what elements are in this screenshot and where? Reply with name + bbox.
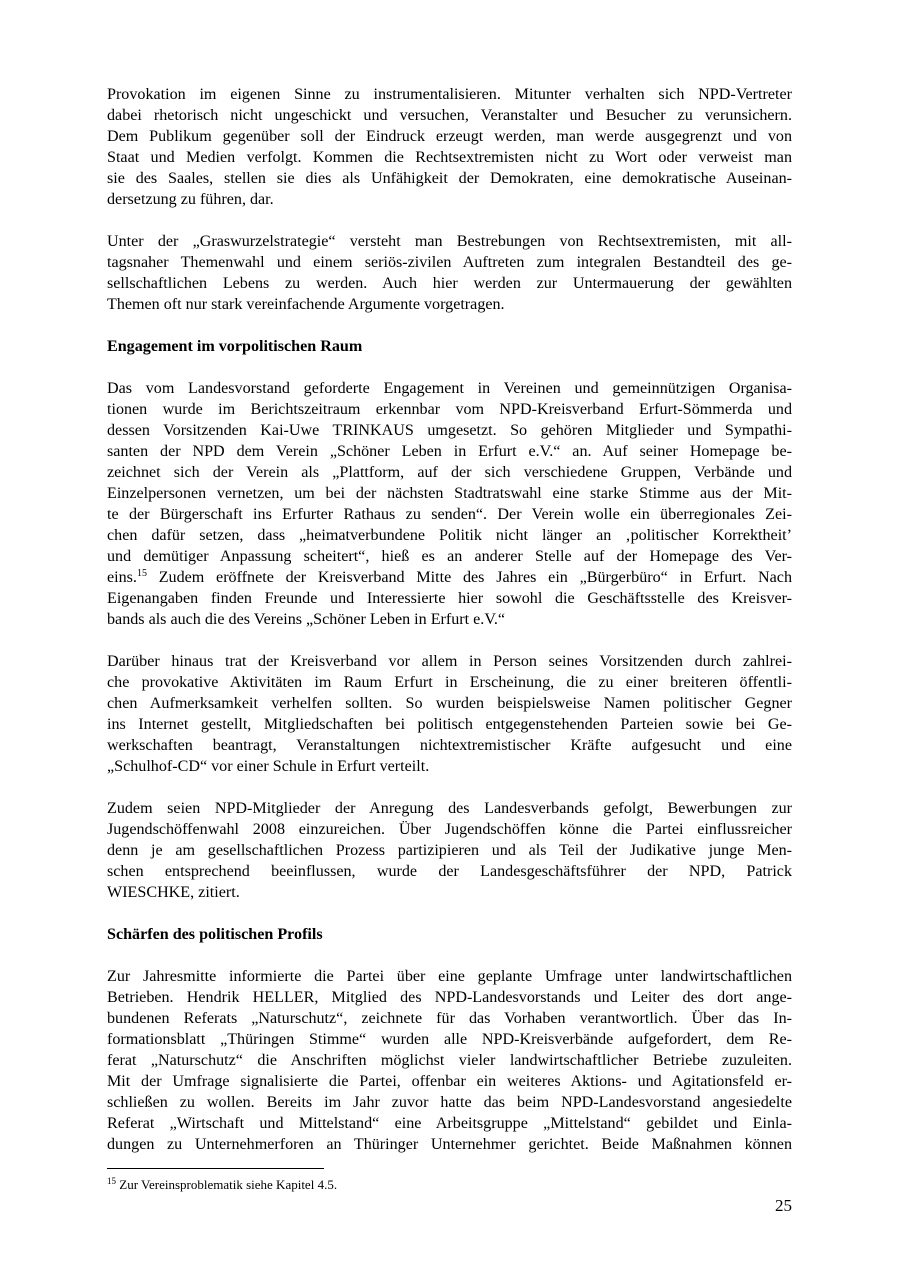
text-line: schen entsprechend beeinflussen, wurde der Landesgeschäftsführer der NPD, Patrick	[107, 863, 792, 880]
text-line: Jugendschöffenwahl 2008 einzureichen. Über Jugendschöffen könne die Partei einflussreicher	[107, 821, 792, 838]
section-heading-profil: Schärfen des politischen Profils	[107, 926, 323, 943]
text-line: Referat „Wirtschaft und Mittelstand“ eine Arbeitsgruppe „Mittelstand“ gebildet und Einla-	[107, 1115, 792, 1132]
footnote-number: 15	[107, 1176, 116, 1186]
paragraph-jugendschoeffen	[107, 798, 792, 903]
text-line: santen der NPD dem Verein „Schöner Leben in Erfurt e.V.“ an. Auf seiner Homepage be-	[107, 443, 792, 460]
text-line: Themen oft nur stark vereinfachende Argumente vorgetragen.	[107, 296, 505, 313]
document-page	[107, 84, 792, 1176]
page-number: 25	[775, 1196, 792, 1215]
text-line: dessen Vorsitzenden Kai-Uwe TRINKAUS umgesetzt. So gehören Mitglieder und Sympathi-	[107, 422, 792, 439]
text-line: ins Internet gestellt, Mitgliedschaften bei politisch entgegenstehenden Parteien sowie bei Ge-	[107, 716, 792, 733]
text-line: Staat und Medien verfolgt. Kommen die Rechtsextremisten nicht zu Wort oder verweist man	[107, 149, 792, 166]
text-line: Zudem seien NPD-Mitglieder der Anregung des Landesverbands gefolgt, Bewerbungen zur	[107, 800, 792, 817]
text-line: tionen wurde im Berichtszeitraum erkennbar vom NPD-Kreisverband Erfurt-Sömmerda und	[107, 401, 792, 418]
text-line: dabei rhetorisch nicht ungeschickt und versuchen, Veranstalter und Besucher zu verunsichern.	[107, 107, 792, 124]
text-line: te der Bürgerschaft ins Erfurter Rathaus zu senden“. Der Verein wolle ein überregionales Zei-	[107, 506, 792, 523]
text-line: Einzelpersonen vernetzen, um bei der nächsten Stadtratswahl eine starke Stimme aus der Mit-	[107, 485, 792, 502]
text-line: Betrieben. Hendrik HELLER, Mitglied des NPD-Landesvorstands und Leiter des dort ange-	[107, 989, 792, 1006]
text-line: Das vom Landesvorstand geforderte Engagement in Vereinen und gemeinnützigen Organisa-	[107, 380, 792, 397]
section-heading-engagement: Engagement im vorpolitischen Raum	[107, 338, 363, 355]
paragraph-provokation	[107, 84, 792, 210]
text-line: tagsnaher Themenwahl und einem seriös-zivilen Auftreten zum integralen Bestandteil des ge-	[107, 254, 792, 271]
text-line: bundenen Referats „Naturschutz“, zeichnete für das Vorhaben verantwortlich. Über das In-	[107, 1010, 792, 1027]
text-line: bands als auch die des Vereins „Schöner Leben in Erfurt e.V.“	[107, 611, 506, 628]
text-line: WIESCHKE, zitiert.	[107, 884, 240, 901]
text-line: che provokative Aktivitäten im Raum Erfurt in Erscheinung, die zu einer breiteren öffentli-	[107, 674, 792, 691]
footnote	[107, 1176, 337, 1194]
text-line: Unter der „Graswurzelstrategie“ versteht man Bestrebungen von Rechtsextremisten, mit all-	[107, 233, 792, 250]
text-line: denn je am gesellschaftlichen Prozess partizipieren und als Teil der Judikative junge Men-	[107, 842, 792, 859]
text-line: Darüber hinaus trat der Kreisverband vor allem in Person seines Vorsitzenden durch zahlrei-	[107, 653, 792, 670]
text-line: formationsblatt „Thüringen Stimme“ wurden alle NPD-Kreisverbände aufgefordert, dem Re-	[107, 1031, 792, 1048]
paragraph-engagement	[107, 378, 792, 630]
text-line: dungen zu Unternehmerforen an Thüringer Unternehmer gerichtet. Beide Maßnahmen können	[107, 1136, 792, 1153]
footnote-reference[interactable]: 15	[136, 568, 147, 579]
text-line: werkschaften beantragt, Veranstaltungen nichtextremistischer Kräfte aufgesucht und eine	[107, 737, 792, 754]
paragraph-graswurzelstrategie	[107, 231, 792, 315]
text-line: sellschaftlichen Lebens zu werden. Auch hier werden zur Untermauerung der gewählten	[107, 275, 792, 292]
text-fragment: Zudem eröffnete der Kreisverband Mitte des Jahres ein „Bürgerbüro“ in Erfurt. Nach	[146, 569, 792, 586]
text-fragment: eins.	[107, 569, 137, 586]
text-line: Eigenangaben finden Freunde und Interessierte hier sowohl die Geschäftsstelle des Kreisver-	[107, 590, 792, 607]
text-line: Mit der Umfrage signalisierte die Partei, offenbar ein weiteres Aktions- und Agitationsfeld er-	[107, 1073, 792, 1090]
text-line: chen dafür setzen, dass „heimatverbundene Politik nicht länger an ‚politischer Korrektheit’	[107, 527, 792, 544]
text-line: zeichnet sich der Verein als „Plattform, auf der sich verschiedene Gruppen, Verbände und	[107, 464, 792, 481]
text-line: sie des Saales, stellen sie dies als Unfähigkeit der Demokraten, eine demokratische Auseinan-	[107, 170, 792, 187]
text-line: dersetzung zu führen, dar.	[107, 191, 274, 208]
text-line: Zur Jahresmitte informierte die Partei über eine geplante Umfrage unter landwirtschaftlichen	[107, 968, 792, 985]
text-line: ferat „Naturschutz“ die Anschriften möglichst vieler landwirtschaftlicher Betriebe zuzuleiten.	[107, 1052, 792, 1069]
text-line: Provokation im eigenen Sinne zu instrumentalisieren. Mitunter verhalten sich NPD-Vertreter	[107, 86, 792, 103]
text-line: chen Aufmerksamkeit verhelfen sollten. So wurden beispielsweise Namen politischer Gegner	[107, 695, 792, 712]
paragraph-provokative-aktivitaeten	[107, 651, 792, 777]
text-line: „Schulhof-CD“ vor einer Schule in Erfurt verteilt.	[107, 758, 430, 775]
paragraph-umfrage	[107, 966, 792, 1155]
text-line: und demütiger Anpassung scheitert“, hieß es an anderer Stelle auf der Homepage des Ver-	[107, 548, 792, 565]
text-line: Dem Publikum gegenüber soll der Eindruck erzeugt werden, man werde ausgegrenzt und von	[107, 128, 792, 145]
text-line-with-footnote	[107, 567, 792, 588]
text-line: schließen zu wollen. Bereits im Jahr zuvor hatte das beim NPD-Landesvorstand angesiedelte	[107, 1094, 792, 1111]
footnote-text: Zur Vereinsproblematik siehe Kapitel 4.5.	[116, 1177, 338, 1192]
footnote-divider	[107, 1168, 324, 1169]
